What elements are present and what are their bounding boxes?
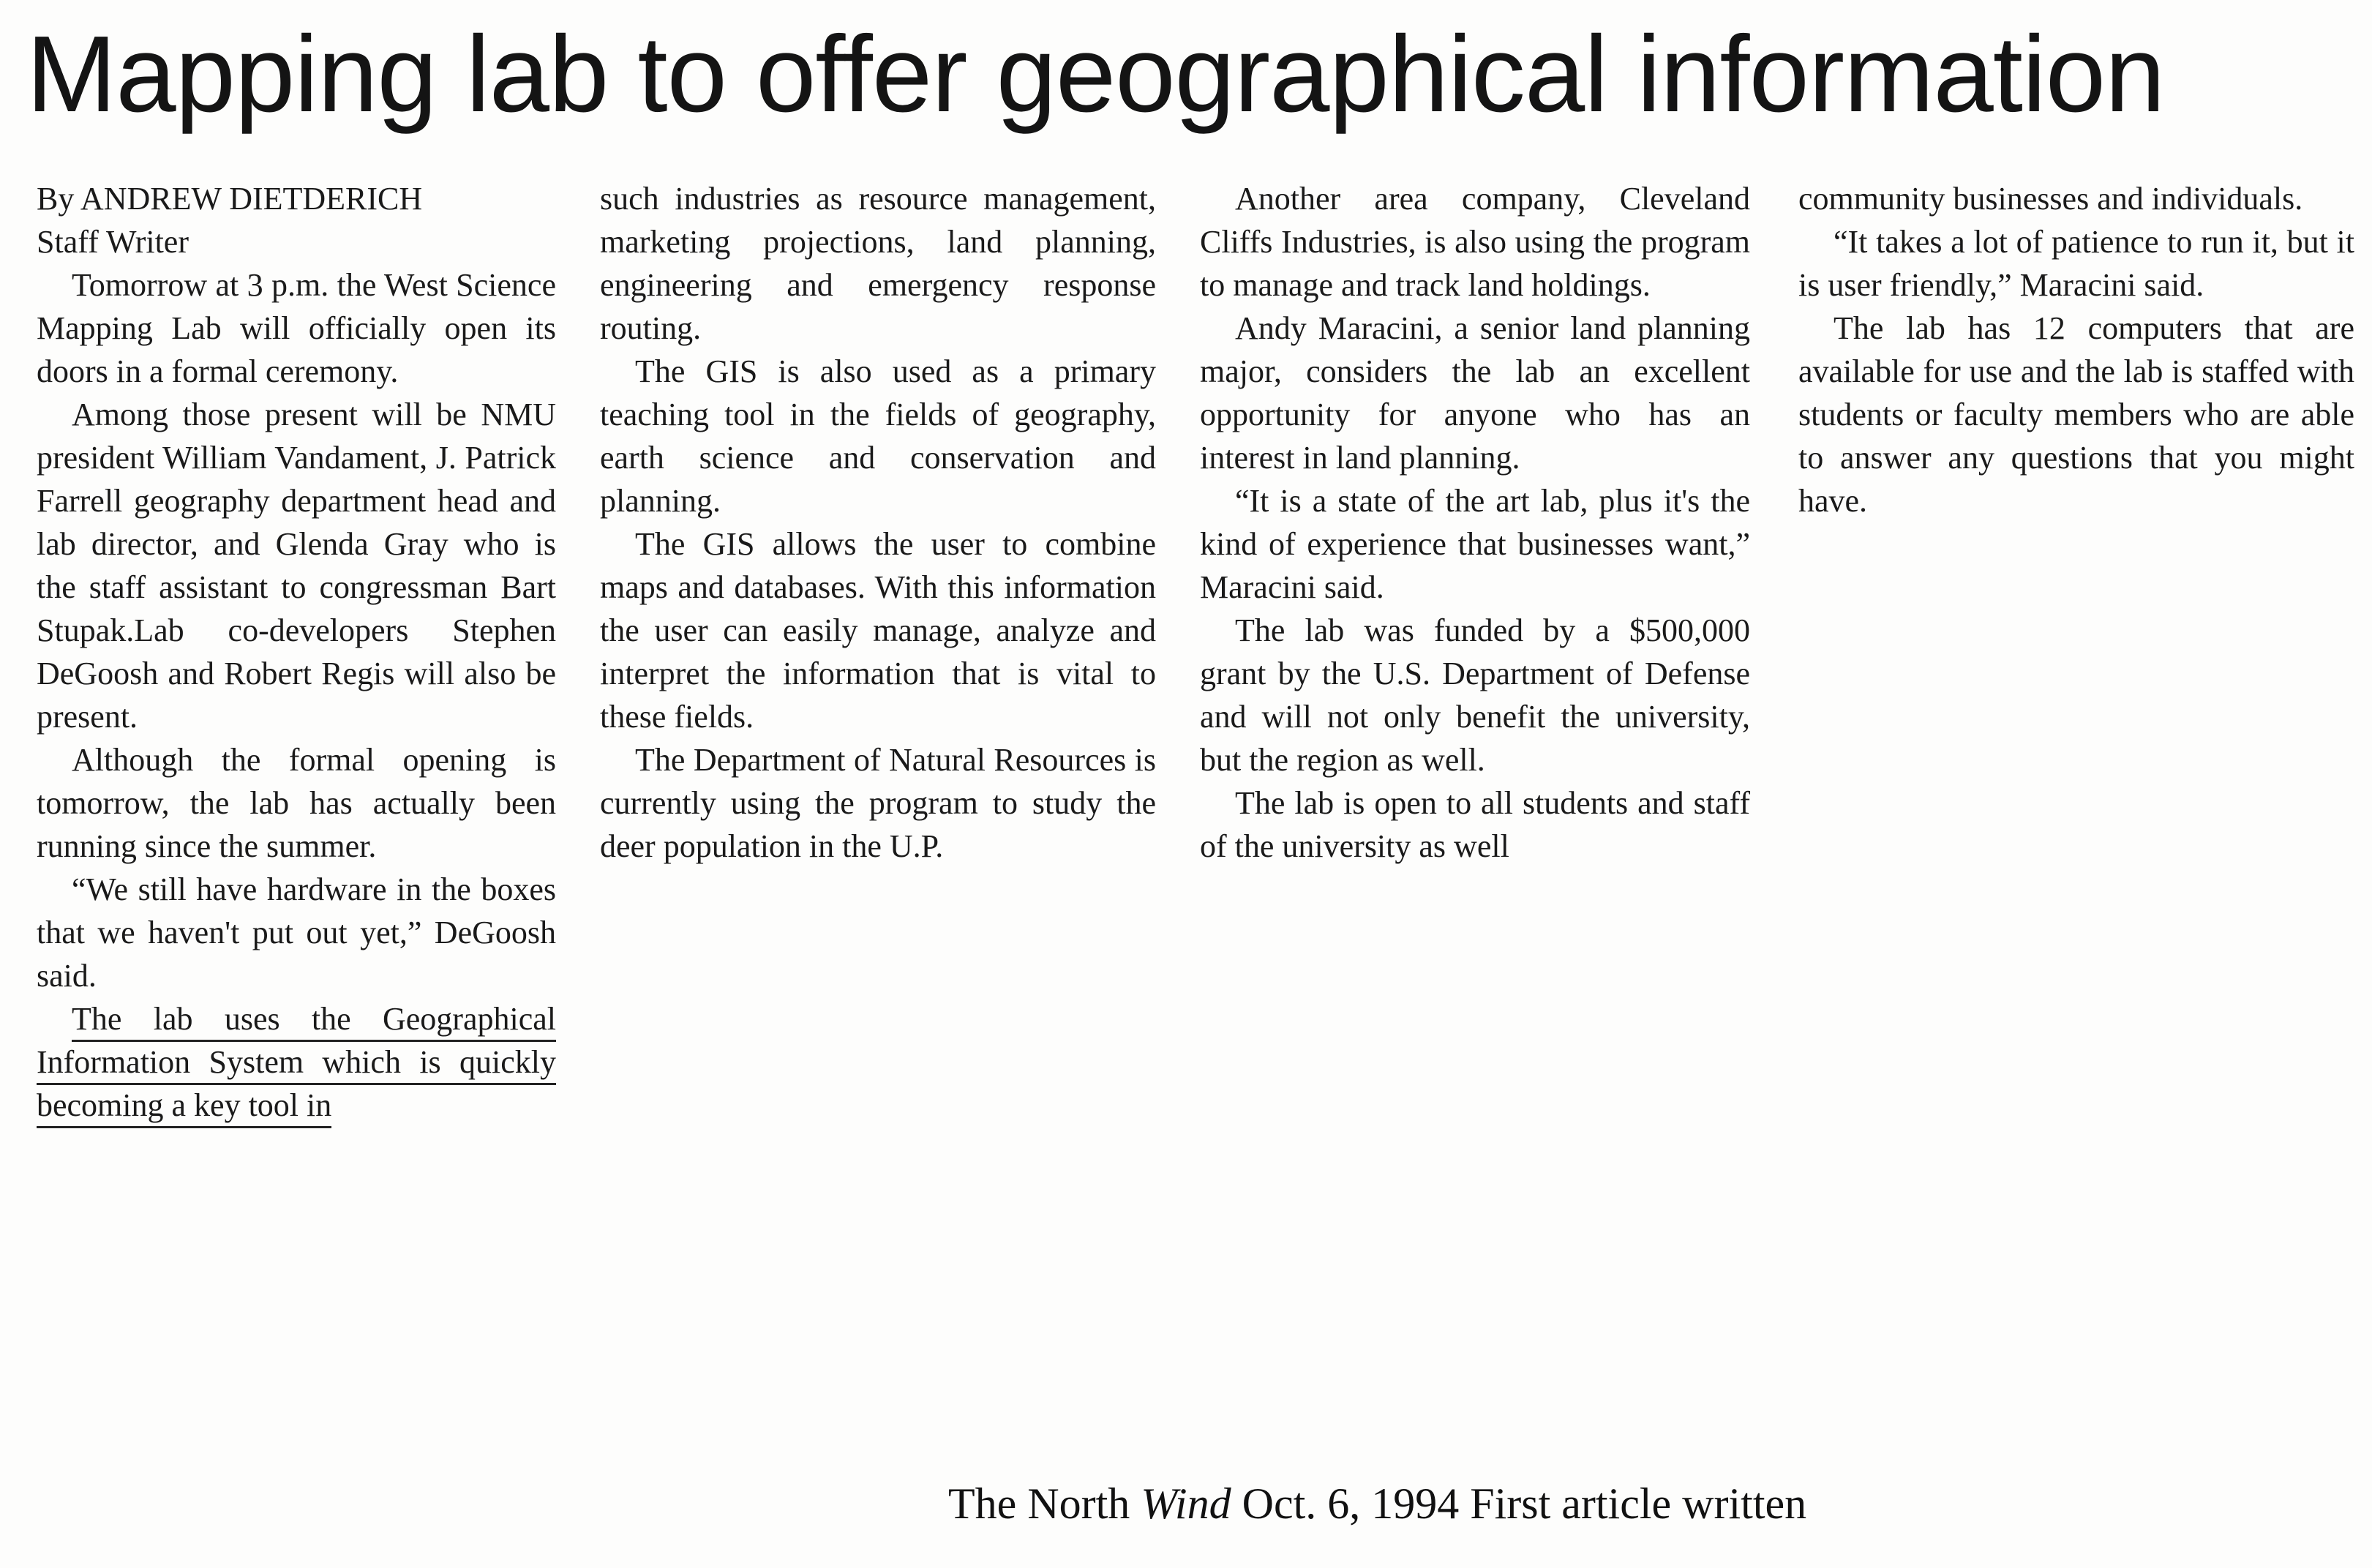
paragraph: Andy Maracini, a senior land planning major, considers the lab an excellent opportunity for anyone who has an interest in land planning. — [1200, 310, 1750, 476]
paragraph: Although the formal opening is tomorrow, the lab has actually been running since the summer. — [37, 742, 556, 864]
article-column-2 — [600, 177, 1156, 868]
caption-note: Oct. 6, 1994 First article written — [1231, 1479, 1807, 1528]
byline: By ANDREW DIETDERICH — [37, 181, 423, 217]
paragraph: The lab has 12 computers that are available for use and the lab is staffed with students or faculty members who are able to answer any questions that you might have. — [1798, 310, 2354, 519]
clipping-caption — [948, 1478, 1806, 1529]
paragraph: Another area company, Cleveland Cliffs Industries, is also using the program to manage and track land holdings. — [1200, 181, 1750, 303]
paragraph: The Department of Natural Resources is currently using the program to study the deer population in the U.P. — [600, 742, 1156, 864]
paragraph: community businesses and individuals. — [1798, 181, 2303, 217]
paragraph-text-underlined: The lab uses the Geographical Information System which is quickly becoming a key tool in — [37, 1001, 556, 1128]
paragraph: such industries as resource management, marketing projections, land planning, engineering and emergency response routing. — [600, 181, 1156, 346]
paragraph: Tomorrow at 3 p.m. the West Science Mapping Lab will officially open its doors in a formal ceremony. — [37, 267, 556, 389]
paragraph: “It takes a lot of patience to run it, but it is user friendly,” Maracini said. — [1798, 224, 2354, 303]
paragraph: The GIS is also used as a primary teaching tool in the fields of geography, earth science and conservation and planning. — [600, 353, 1156, 519]
paragraph — [37, 997, 556, 1127]
paragraph: The lab was funded by a $500,000 grant by the U.S. Department of Defense and will not only benefit the university, but the region as well. — [1200, 612, 1750, 778]
byline-role: Staff Writer — [37, 224, 189, 260]
paragraph: Among those present will be NMU president William Vandament, J. Patrick Farrell geography department head and lab director, and Glenda Gray who is the staff assistant to congressman Bart Stupak.Lab co-developers Stephen DeGoosh and Robert Regis will also be present. — [37, 397, 556, 735]
paragraph: “It is a state of the art lab, plus it's the kind of experience that businesses want,” Maracini said. — [1200, 483, 1750, 605]
article-column-4 — [1798, 177, 2354, 522]
article-column-3 — [1200, 177, 1750, 868]
paper-name-italic: Wind — [1141, 1479, 1231, 1528]
paper-name-prefix: The North — [948, 1479, 1141, 1528]
article-column-1 — [37, 177, 556, 1127]
article-headline: Mapping lab to offer geographical information — [26, 14, 2165, 135]
paragraph: “We still have hardware in the boxes that we haven't put out yet,” DeGoosh said. — [37, 871, 556, 994]
paragraph: The GIS allows the user to combine maps and databases. With this information the user can easily manage, analyze and interpret the information that is vital to these fields. — [600, 526, 1156, 735]
paragraph: The lab is open to all students and staff of the university as well — [1200, 785, 1750, 864]
